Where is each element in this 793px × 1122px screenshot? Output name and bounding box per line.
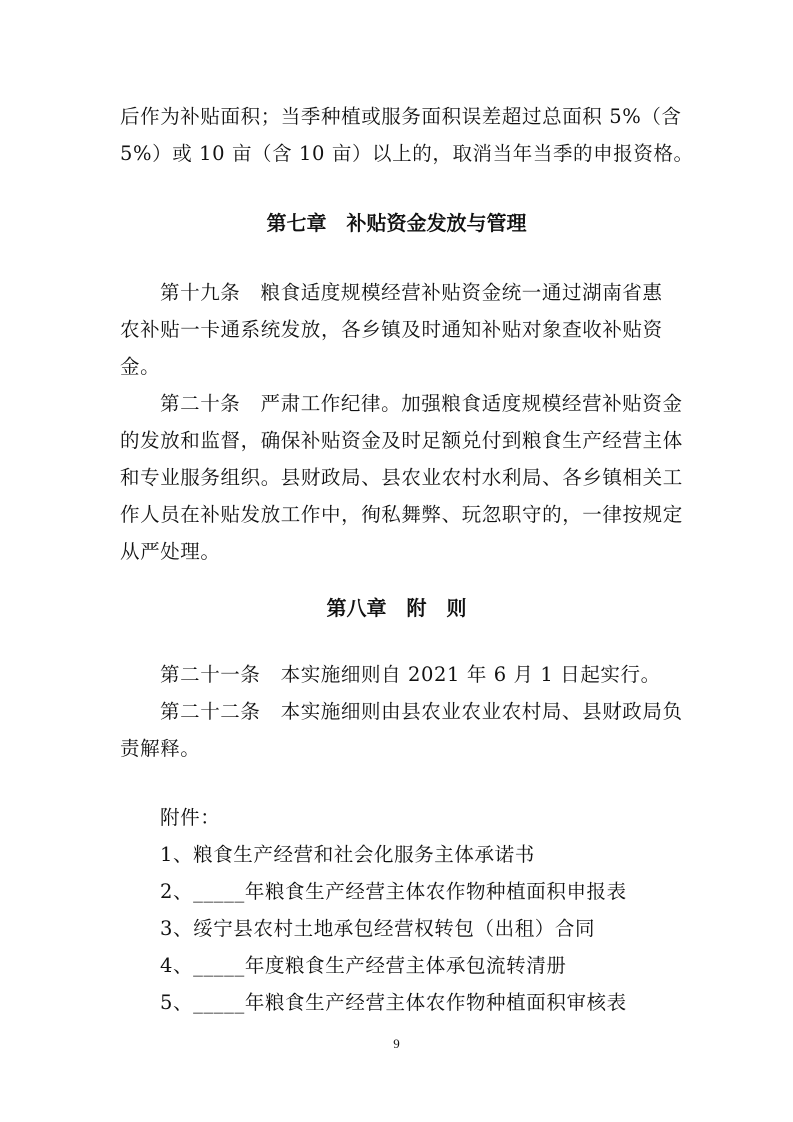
article-20-line-5: 从严处理。 — [120, 540, 221, 563]
page-number: 9 — [393, 1036, 400, 1051]
chapter-7-title: 第七章 补贴资金发放与管理 — [266, 211, 527, 235]
article-20-line-3: 和专业服务组织。县财政局、县农业农村水利局、各乡镇相关工 — [120, 466, 683, 489]
chapter-8-title: 第八章 附 则 — [326, 596, 467, 620]
intro-line-2: 5%）或 10 亩（含 10 亩）以上的，取消当年当季的申报资格。 — [120, 142, 694, 165]
attachments-label: 附件： — [160, 806, 221, 829]
attachment-item-2: 2、_____年粮食生产经营主体农作物种植面积申报表 — [160, 880, 627, 903]
attachment-item-5: 5、_____年粮食生产经营主体农作物种植面积审核表 — [160, 991, 627, 1014]
article-19-line-1: 第十九条 粮食适度规模经营补贴资金统一通过湖南省惠 — [160, 281, 663, 304]
article-22-line-1: 第二十二条 本实施细则由县农业农业农村局、县财政局负 — [160, 700, 683, 723]
article-22-line-2: 责解释。 — [120, 737, 201, 760]
article-21: 第二十一条 本实施细则自 2021 年 6 月 1 日起实行。 — [160, 663, 661, 686]
article-20-line-1: 第二十条 严肃工作纪律。加强粮食适度规模经营补贴资金 — [160, 392, 683, 415]
attachment-item-4: 4、_____年度粮食生产经营主体承包流转清册 — [160, 954, 567, 977]
article-20-line-4: 作人员在补贴发放工作中，徇私舞弊、玩忽职守的，一律按规定 — [120, 503, 683, 526]
article-19-line-3: 金。 — [120, 355, 161, 378]
intro-line-1: 后作为补贴面积；当季种植或服务面积误差超过总面积 5%（含 — [120, 105, 682, 128]
attachment-item-1: 1、粮食生产经营和社会化服务主体承诺书 — [160, 843, 535, 866]
article-19-line-2: 农补贴一卡通系统发放，各乡镇及时通知补贴对象查收补贴资 — [120, 318, 663, 341]
attachment-item-3: 3、绥宁县农村土地承包经营权转包（出租）合同 — [160, 917, 596, 940]
article-20-line-2: 的发放和监督，确保补贴资金及时足额兑付到粮食生产经营主体 — [120, 429, 683, 452]
